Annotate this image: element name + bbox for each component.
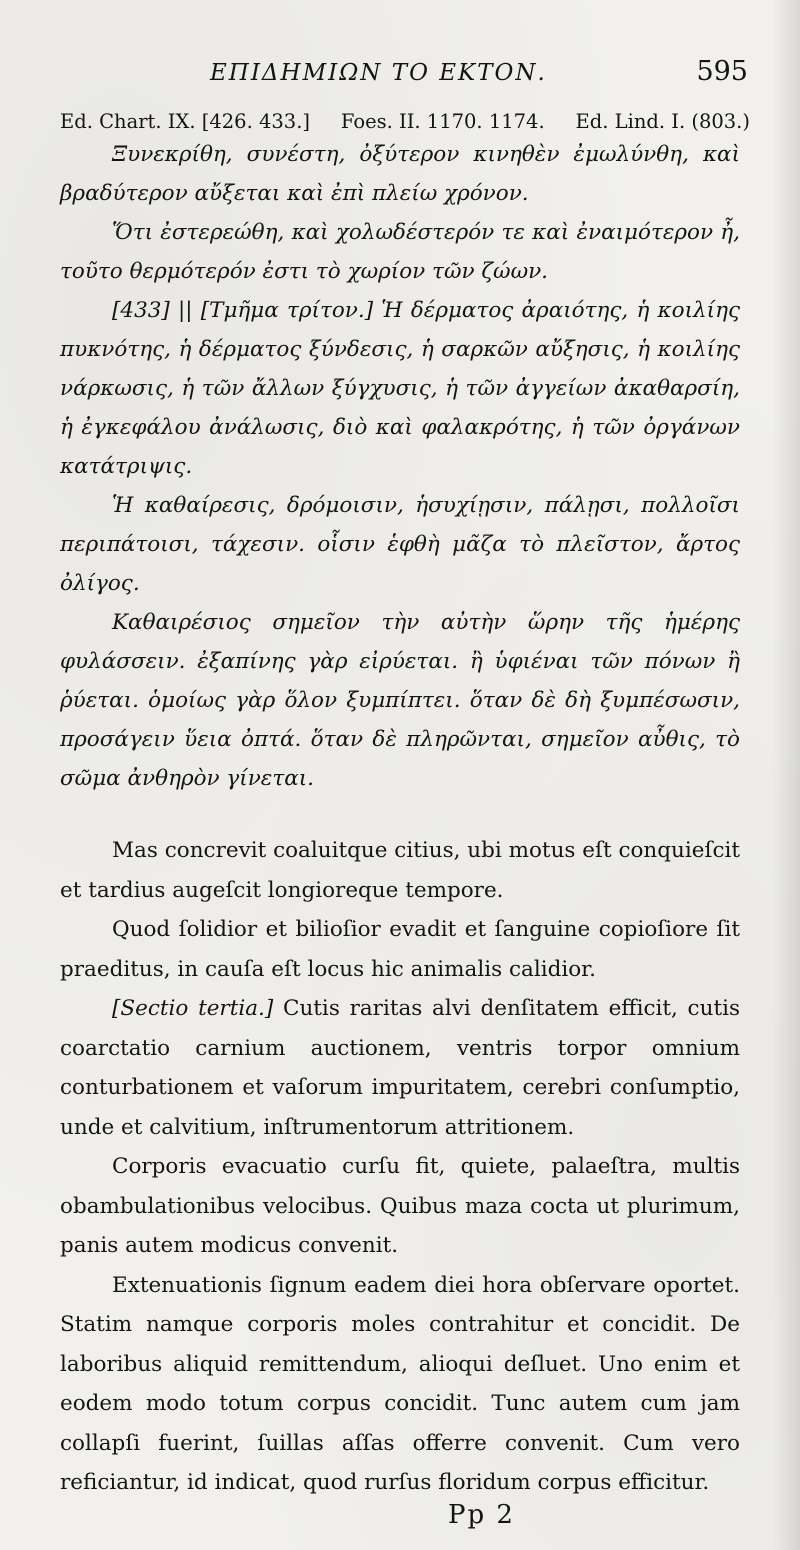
- greek-text-block: [60, 135, 740, 798]
- chartier-reference: Ed. Chart. IX. [426. 433.]: [60, 110, 311, 133]
- page-number: 595: [696, 56, 748, 87]
- page-header: [60, 56, 750, 94]
- latin-paragraph: Extenuationis ſignum eadem diei hora obſervare oportet. Statim namque corporis moles contrahitur et concidit. De laboribus aliquid remittendum, alioqui deſluet. Uno enim et eodem modo totum corpus concidit. Tunc autem cum jam collapſi fuerint, ſuillas aſſas offerre convenit. Cum vero reficiantur, id indicat, quod rurſus floridum corpus efficitur.: [60, 1272, 740, 1495]
- latin-paragraph-text: Cutis raritas alvi denſitatem efficit, cutis coarctatio carnium auctionem, ventris torpor omnium conturbationem et vaſorum impuritatem, cerebri conſumptio, unde et calvitium, inſtrumentorum attritionem.: [60, 996, 740, 1140]
- greek-paragraph: Ὅτι ἐστερεώθη, καὶ χολωδέστερόν τε καὶ ἐναιμότερον ἦ, τοῦτο θερμότερόν ἐστι τὸ χωρίον τῶν ζώων.: [60, 220, 740, 284]
- page-edge-shadow: [772, 0, 800, 1550]
- section-label: [Sectio tertia.]: [112, 996, 274, 1021]
- latin-paragraph: [60, 989, 740, 1147]
- greek-paragraph: Ἡ καθαίρεσις, δρόμοισιν, ἡσυχίῃσιν, πάλῃσι, πολλοῖσι περιπάτοισι, τάχεσιν. οἷσιν ἑφθὴ μᾶζα τὸ πλεῖστον, ἄρτος ὀλίγος.: [60, 493, 740, 596]
- latin-paragraph: Quod ſolidior et bilioſior evadit et ſanguine copioſiore ſit praeditus, in cauſa eſt locus hic animalis calidior.: [60, 917, 740, 982]
- edition-references: [60, 110, 750, 133]
- foes-reference: Foes. II. 1170. 1174.: [340, 110, 545, 133]
- latin-paragraph: Mas concrevit coaluitque citius, ubi motus eſt conquieſcit et tardius augeſcit longioreque tempore.: [60, 838, 740, 903]
- latin-translation-block: [60, 831, 740, 1503]
- greek-paragraph: Καθαιρέσιος σημεῖον τὴν αὐτὴν ὥρην τῆς ἡμέρης φυλάσσειν. ἐξαπίνης γὰρ εἰρύεται. ἢ ὑφιέναι τῶν πόνων ἢ ῥύεται. ὁμοίως γὰρ ὅλον ξυμπίπτει. ὅταν δὲ δὴ ξυμπέσωσιν, προσάγειν ὕεια ὀπτά. ὅταν δὲ πληρῶνται, σημεῖον αὖθις, τὸ σῶμα ἀνθηρὸν γίνεται.: [60, 610, 740, 791]
- linden-reference: Ed. Lind. I. (803.): [575, 110, 750, 133]
- printer-signature-mark: Pp 2: [448, 1500, 515, 1530]
- greek-paragraph: [433] || [Τμῆμα τρίτον.] Ἡ δέρματος ἀραιότης, ἡ κοιλίης πυκνότης, ἡ δέρματος ξύνδεσις, ἡ σαρκῶν αὔξησις, ἡ κοιλίης νάρκωσις, ἡ τῶν ἄλλων ξύγχυσις, ἡ τῶν ἀγγείων ἀκαθαρσίη, ἡ ἐγκεφάλου ἀνάλωσις, διὸ καὶ φαλακρότης, ἡ τῶν ὀργάνων κατάτριψις.: [60, 298, 740, 479]
- running-title: ΕΠΙΔΗΜΙΩΝ ΤΟ ΕΚΤΟΝ.: [210, 60, 547, 86]
- greek-paragraph: Ξυνεκρίθη, συνέστη, ὀξύτερον κινηθὲν ἐμωλύνθη, καὶ βραδύτερον αὔξεται καὶ ἐπὶ πλείω χρόνον.: [60, 142, 740, 206]
- latin-paragraph: Corporis evacuatio curſu fit, quiete, palaeſtra, multis obambulationibus velocibus. Quibus maza cocta ut plurimum, panis autem modicus convenit.: [60, 1154, 740, 1258]
